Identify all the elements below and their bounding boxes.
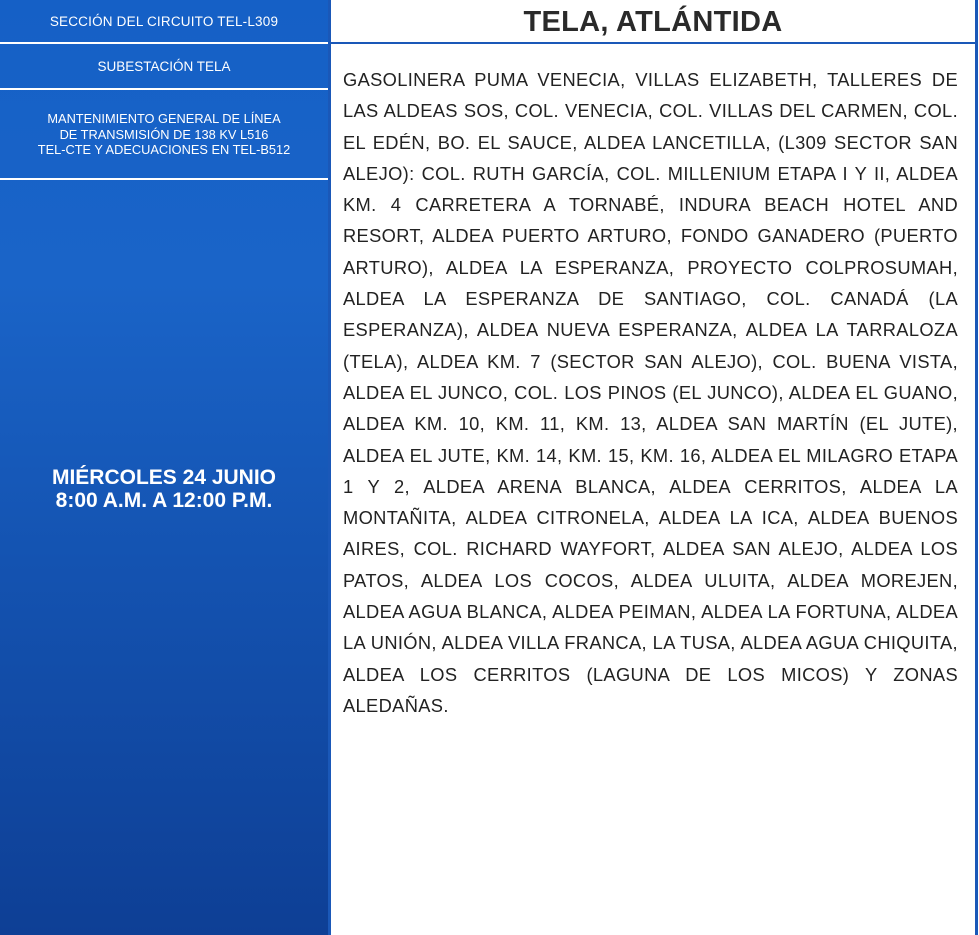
substation-label: SUBESTACIÓN TELA <box>0 46 328 90</box>
maintenance-description <box>0 92 328 180</box>
circuit-section-label: SECCIÓN DEL CIRCUITO TEL-L309 <box>0 0 328 44</box>
right-border <box>975 0 978 935</box>
maintenance-line-3: TEL-CTE Y ADECUACIONES EN TEL-B512 <box>37 142 291 157</box>
schedule-date: MIÉRCOLES 24 JUNIO <box>51 466 277 489</box>
maintenance-line-2: DE TRANSMISIÓN DE 138 KV L516 <box>59 126 269 142</box>
schedule-sidebar <box>0 0 328 935</box>
affected-areas-text: GASOLINERA PUMA VENECIA, VILLAS ELIZABETH, TALLERES DE LAS ALDEAS SOS, COL. VENECIA, COL. VILLAS DEL CARMEN, COL. EL EDÉN, BO. EL SAUCE, ALDEA LANCETILLA, (L309 SECTOR SAN ALEJO): COL. RUTH GARCÍA, COL. MILLENIUM ETAPA I Y II, ALDEA KM. 4 CARRETERA A TORNABÉ, INDURA BEACH HOTEL AND RESORT, ALDEA PUERTO ARTURO, FONDO GANADERO (PUERTO ARTURO), ALDEA LA ESPERANZA, PROYECTO COLPROSUMAH, ALDEA LA ESPERANZA DE SANTIAGO, COL. CANADÁ (LA ESPERANZA), ALDEA NUEVA ESPERANZA, ALDEA LA TARRALOZA (TELA), ALDEA KM. 7 (SECTOR SAN ALEJO), COL. BUENA VISTA, ALDEA EL JUNCO, COL. LOS PINOS (EL JUNCO), ALDEA EL GUANO, ALDEA KM. 10, KM. 11, KM. 13, ALDEA SAN MARTÍN (EL JUTE), ALDEA EL JUTE, KM. 14, KM. 15, KM. 16, ALDEA EL MILAGRO ETAPA 1 Y 2, ALDEA ARENA BLANCA, ALDEA CERRITOS, ALDEA LA MONTAÑITA, ALDEA CITRONELA, ALDEA LA ICA, ALDEA BUENOS AIRES, COL. RICHARD WAYFORT, ALDEA SAN ALEJO, ALDEA LOS PATOS, ALDEA LOS COCOS, ALDEA ULUITA, ALDEA MOREJEN, ALDEA AGUA BLANCA, ALDEA PEIMAN, ALDEA LA FORTUNA, ALDEA LA UNIÓN, ALDEA VILLA FRANCA, LA TUSA, ALDEA AGUA CHIQUITA, ALDEA LOS CERRITOS (LAGUNA DE LOS MICOS) Y ZONAS ALEDAÑAS. <box>343 69 958 716</box>
location-title: TELA, ATLÁNTIDA <box>331 0 975 44</box>
column-divider <box>328 0 331 935</box>
maintenance-line-1: MANTENIMIENTO GENERAL DE LÍNEA <box>47 111 281 126</box>
schedule-datetime <box>0 466 328 526</box>
schedule-time: 8:00 A.M. A 12:00 P.M. <box>55 489 273 512</box>
